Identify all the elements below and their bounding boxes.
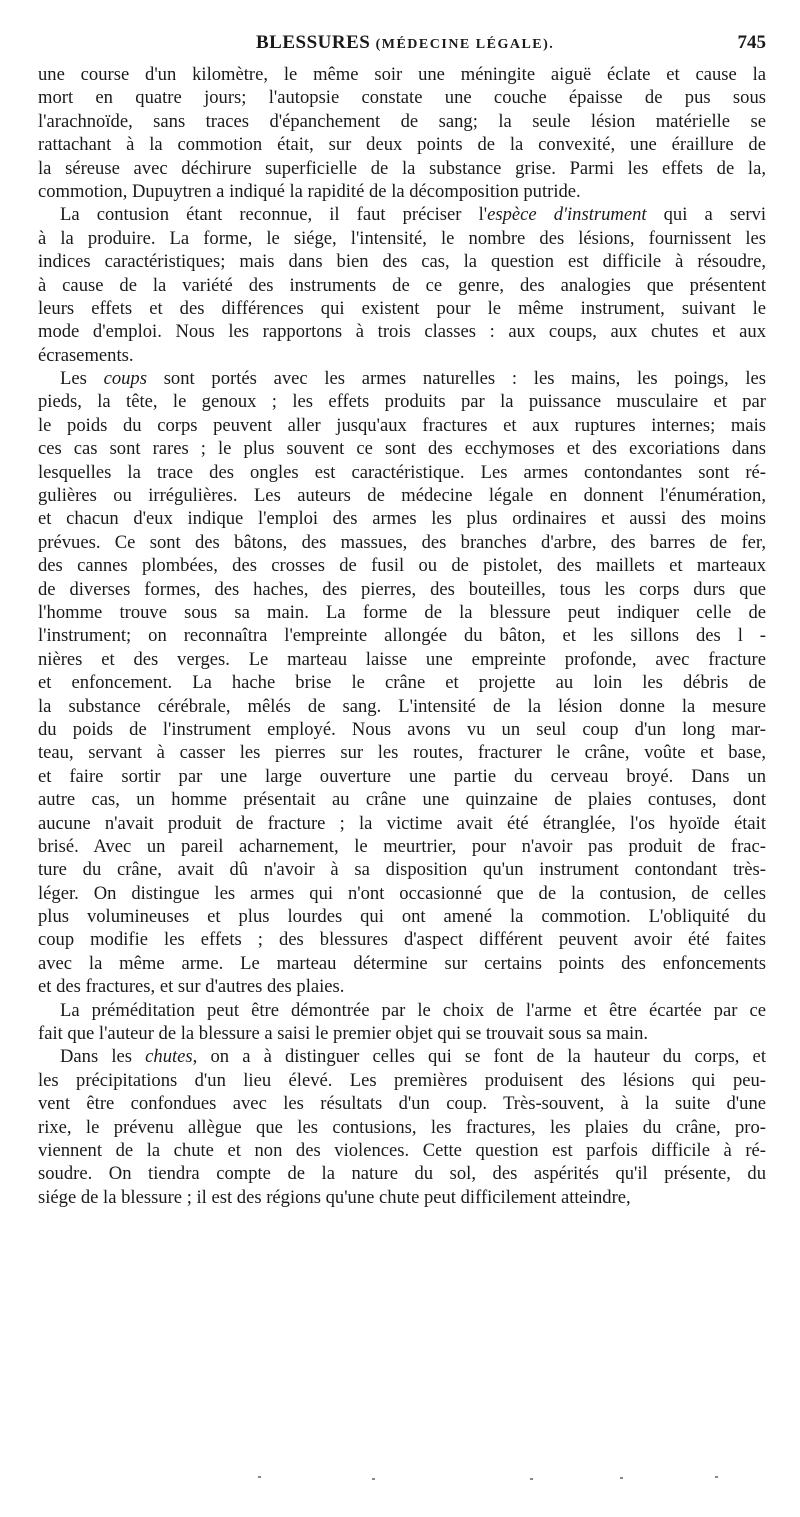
paragraph — [38, 1045, 766, 1209]
scan-specks — [0, 1470, 800, 1500]
text-line: autre cas, un homme présentait au crâne une quinzaine de plaies contuses, dont — [38, 789, 766, 811]
text-line: ces cas sont rares ; le plus souvent ce sont des ecchymoses et des excoriations dans — [38, 438, 766, 460]
text-line: l'homme trouve sous sa main. La forme de la blessure peut indiquer celle de — [38, 601, 766, 623]
text-line: léger. On distingue les armes qui n'ont occasionné que de la contusion, de celles — [38, 882, 766, 904]
body-text — [38, 63, 766, 1209]
text-line: l'instrument; on reconnaîtra l'empreinte allongée du bâton, et les sillons des l - — [38, 625, 766, 647]
text-line: aucune n'avait produit de fracture ; la victime avait été étranglée, l'os hyoïde était — [38, 812, 766, 834]
text-line: de diverses formes, des haches, des pierres, des bouteilles, tous les corps durs que — [38, 578, 766, 600]
paragraph — [38, 63, 766, 203]
running-title-sub: (MÉDECINE LÉGALE). — [375, 37, 555, 52]
text-line: mode d'emploi. Nous les rapportons à trois classes : aux coups, aux chutes et aux — [38, 321, 766, 343]
paragraph — [38, 203, 766, 367]
text-line: avec la même arme. Le marteau détermine sur certains points des enfoncements — [38, 952, 766, 974]
text-line: prévues. Ce sont des bâtons, des massues, des branches d'arbre, des barres de fer, — [38, 531, 766, 553]
scan-speck — [715, 1476, 718, 1478]
text-line: rixe, le prévenu allègue que les contusions, les fractures, les plaies du crâne, pro- — [38, 1116, 766, 1138]
running-title-main: BLESSURES — [256, 32, 371, 53]
text-line: écrasements. — [38, 344, 134, 366]
text-line: lesquelles la trace des ongles est caractéristique. Les armes contondantes sont ré- — [38, 461, 766, 483]
text-line: commotion, Dupuytren a indiqué la rapidité de la décomposition putride. — [38, 180, 581, 202]
text-line: coup modifie les effets ; des blessures d'aspect différent peuvent avoir été faites — [38, 929, 766, 951]
text-line: fait que l'auteur de la blessure a saisi le premier objet qui se trouvait sous sa main. — [38, 1023, 649, 1045]
text-line: gulières ou irrégulières. Les auteurs de médecine légale en donnent l'énumération, — [38, 485, 766, 507]
text-line: le poids du corps peuvent aller jusqu'aux fractures et aux ruptures internes; mais — [38, 414, 766, 436]
text-line: vent être confondues avec les résultats d'un coup. Très-souvent, à la suite d'une — [38, 1093, 766, 1115]
text-line: mort en quatre jours; l'autopsie constate une couche épaisse de pus sous — [38, 87, 766, 109]
text-line: les précipitations d'un lieu élevé. Les premières produisent des lésions qui peu- — [38, 1069, 766, 1091]
text-line: et chacun d'eux indique l'emploi des armes les plus ordinaires et aussi des moins — [38, 508, 766, 530]
text-line: brisé. Avec un pareil acharnement, le meurtrier, pour n'avoir pas produit de frac- — [38, 835, 766, 857]
scan-speck — [258, 1476, 261, 1478]
text-line: Dans les chutes, on a à distinguer celles qui se font de la hauteur du corps, et — [60, 1046, 766, 1068]
text-line: Les coups sont portés avec les armes naturelles : les mains, les poings, les — [60, 368, 766, 390]
text-line: du poids de l'instrument employé. Nous avons vu un seul coup d'un long mar- — [38, 718, 766, 740]
text-line: ture du crâne, avait dû n'avoir à sa disposition qu'un instrument contondant très- — [38, 859, 766, 881]
text-line: et faire sortir par une large ouverture une partie du cerveau broyé. Dans un — [38, 765, 766, 787]
scan-speck — [372, 1478, 375, 1480]
paragraph — [38, 999, 766, 1046]
text-line: indices caractéristiques; mais dans bien des cas, la question est difficile à résoudre, — [38, 251, 766, 273]
running-title — [256, 32, 554, 54]
text-line: et des fractures, et sur d'autres des plaies. — [38, 976, 345, 998]
text-line: leurs effets et des différences qui existent pour le même instrument, suivant le — [38, 297, 766, 319]
text-line: l'arachnoïde, sans traces d'épanchement de sang; la seule lésion matérielle se — [38, 110, 766, 132]
text-line: La contusion étant reconnue, il faut préciser l'espèce d'instrument qui a servi — [60, 204, 766, 226]
text-line: la substance cérébrale, mêlés de sang. L'intensité de la lésion donne la mesure — [38, 695, 766, 717]
text-line: plus volumineuses et plus lourdes qui ont amené la commotion. L'obliquité du — [38, 906, 766, 928]
text-line: à la produire. La forme, le siége, l'intensité, le nombre des lésions, fournissent les — [38, 227, 766, 249]
text-line: à cause de la variété des instruments de ce genre, des analogies que présentent — [38, 274, 766, 296]
text-line: nières et des verges. Le marteau laisse une empreinte profonde, avec fracture — [38, 648, 766, 670]
paragraph — [38, 367, 766, 999]
scan-speck — [620, 1477, 623, 1479]
text-line: une course d'un kilomètre, le même soir une méningite aiguë éclate et cause la — [38, 64, 766, 85]
scan-speck — [530, 1478, 533, 1480]
running-header — [38, 32, 766, 62]
text-line: soudre. On tiendra compte de la nature du sol, des aspérités qu'il présente, du — [38, 1163, 766, 1185]
text-line: siége de la blessure ; il est des régions qu'une chute peut difficilement atteindre, — [38, 1186, 631, 1208]
text-line: et enfoncement. La hache brise le crâne et projette au loin les débris de — [38, 672, 766, 694]
text-line: la séreuse avec déchirure superficielle de la substance grise. Parmi les effets de la, — [38, 157, 766, 179]
text-line: rattachant à la commotion était, sur deux points de la convexité, une éraillure de — [38, 134, 766, 156]
page-number: 745 — [737, 32, 766, 53]
text-line: des cannes plombées, des crosses de fusil ou de pistolet, des maillets et marteaux — [38, 555, 766, 577]
text-line: teau, servant à casser les pierres sur les routes, fracturer le crâne, voûte et base, — [38, 742, 766, 764]
text-line: viennent de la chute et non des violences. Cette question est parfois difficile à ré- — [38, 1139, 766, 1161]
text-line: La préméditation peut être démontrée par le choix de l'arme et être écartée par ce — [60, 999, 766, 1021]
text-line: pieds, la tête, le genoux ; les effets produits par la puissance musculaire et par — [38, 391, 766, 413]
